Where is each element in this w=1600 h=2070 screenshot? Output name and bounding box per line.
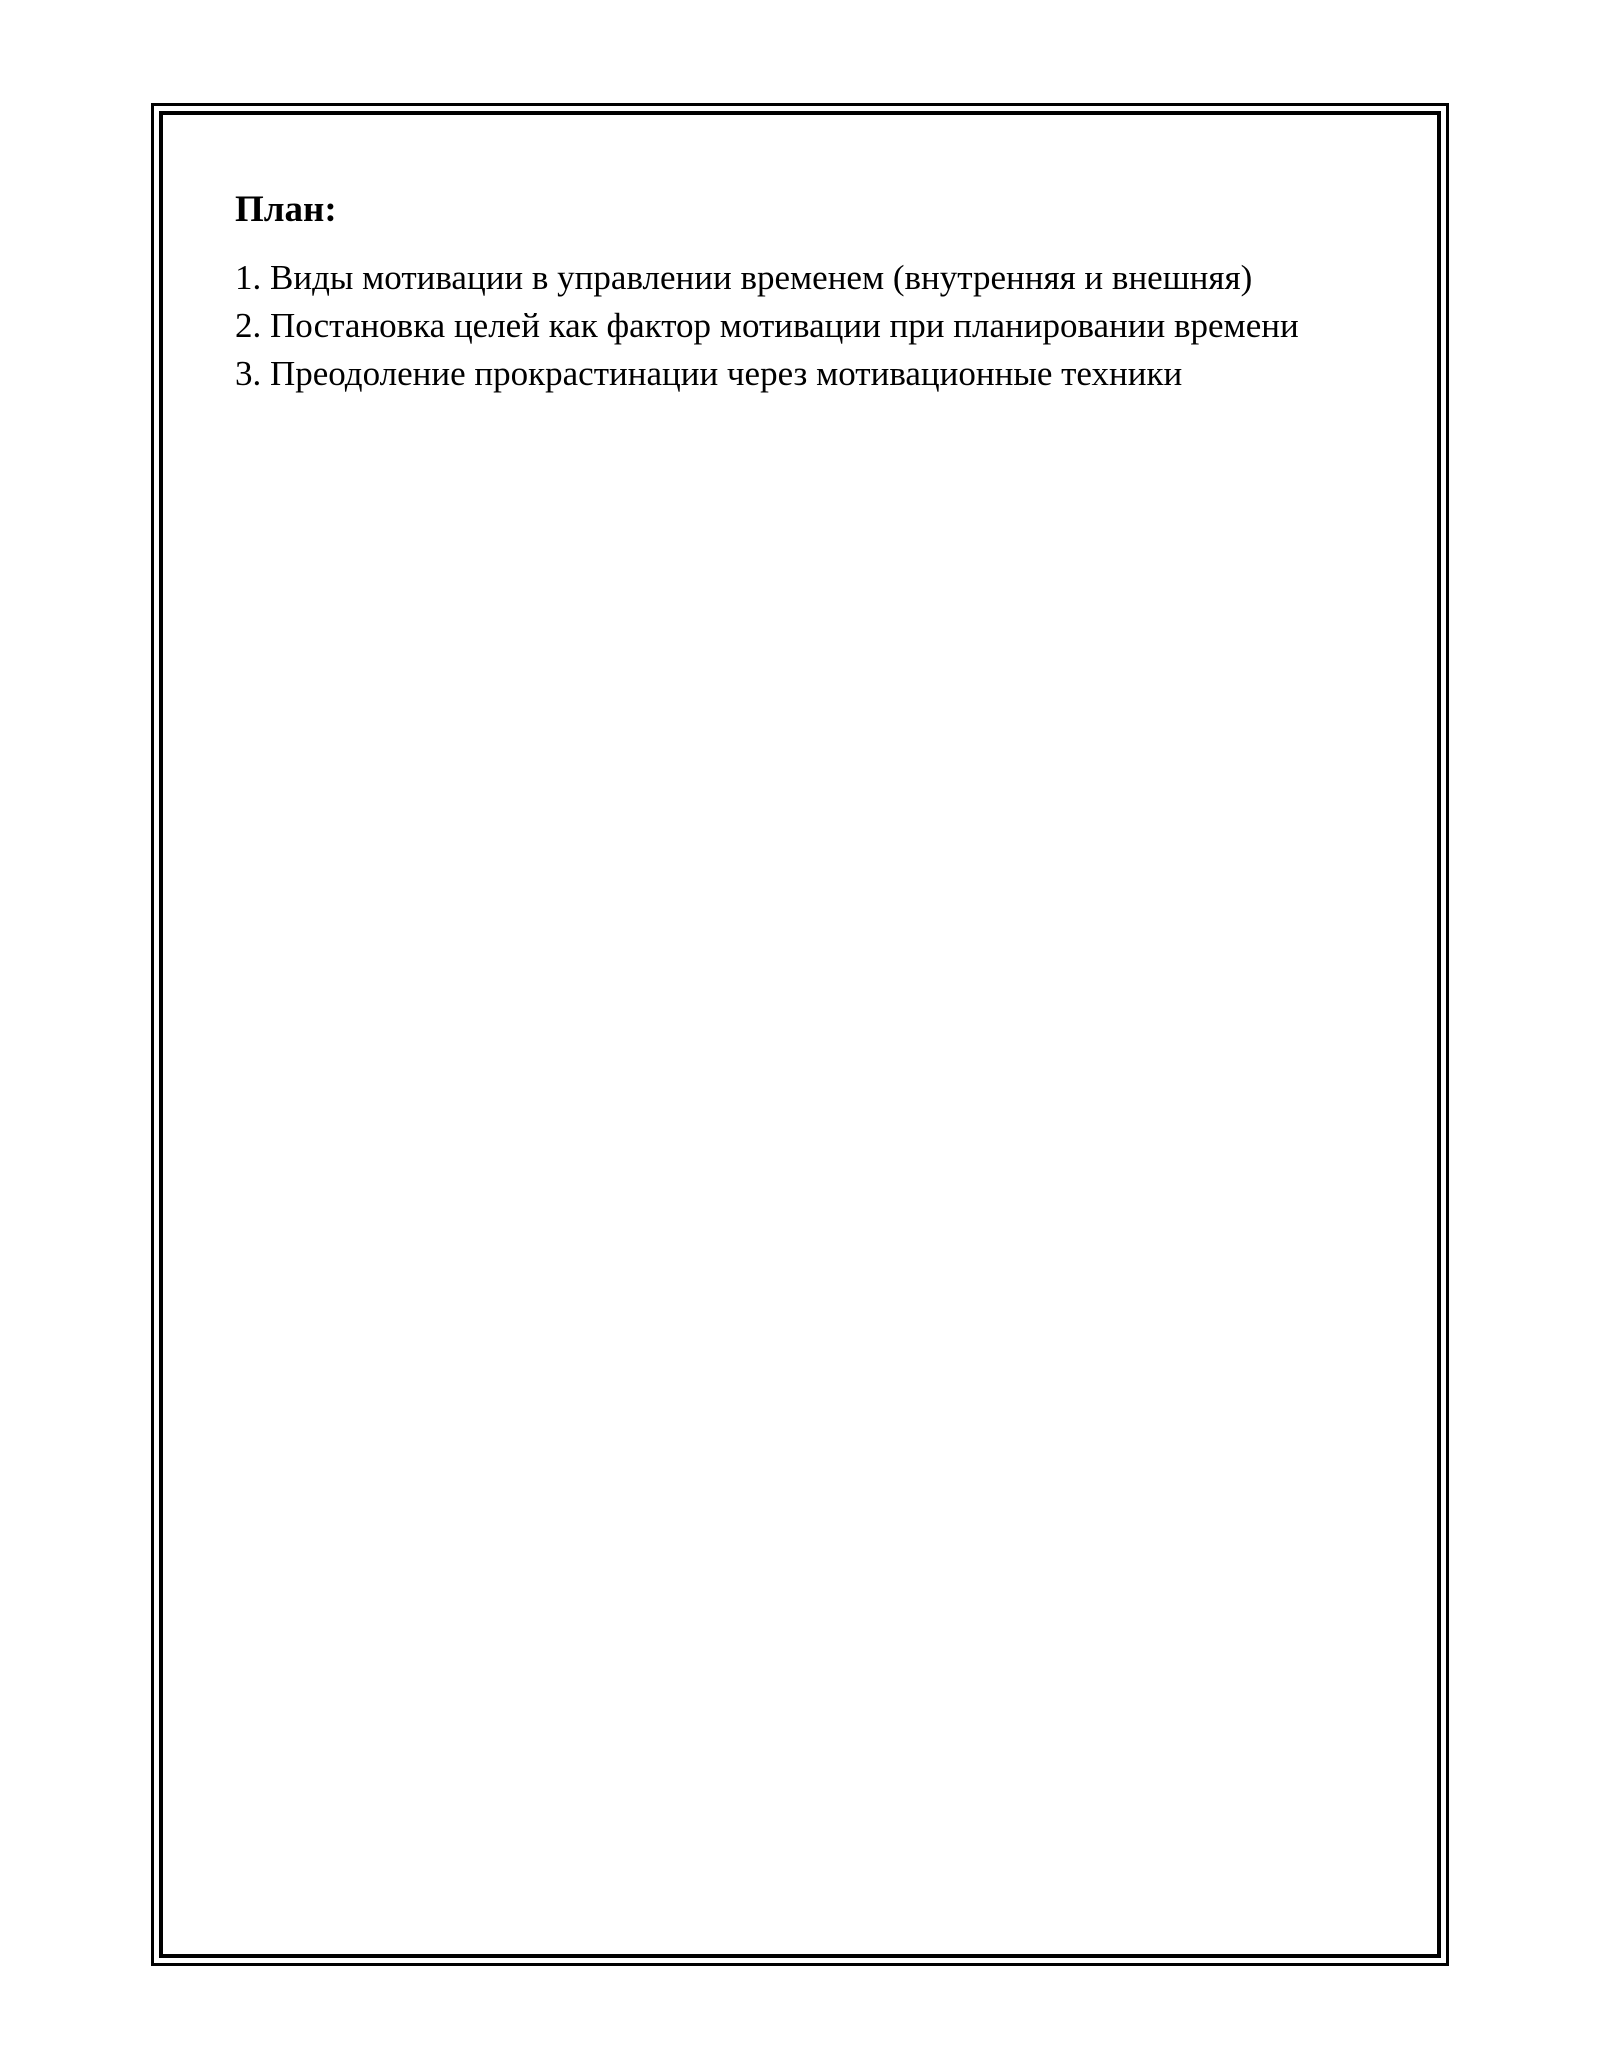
page-content xyxy=(235,186,1385,398)
plan-item-2: 2. Постановка целей как фактор мотивации при планировании времени xyxy=(235,306,1299,345)
plan-list xyxy=(235,254,1385,398)
plan-heading: План: xyxy=(235,189,337,230)
plan-item-3: 3. Преодоление прокрастинации через мотивационные техники xyxy=(235,354,1183,393)
plan-item-1: 1. Виды мотивации в управлении временем (внутренняя и внешняя) xyxy=(235,258,1253,297)
